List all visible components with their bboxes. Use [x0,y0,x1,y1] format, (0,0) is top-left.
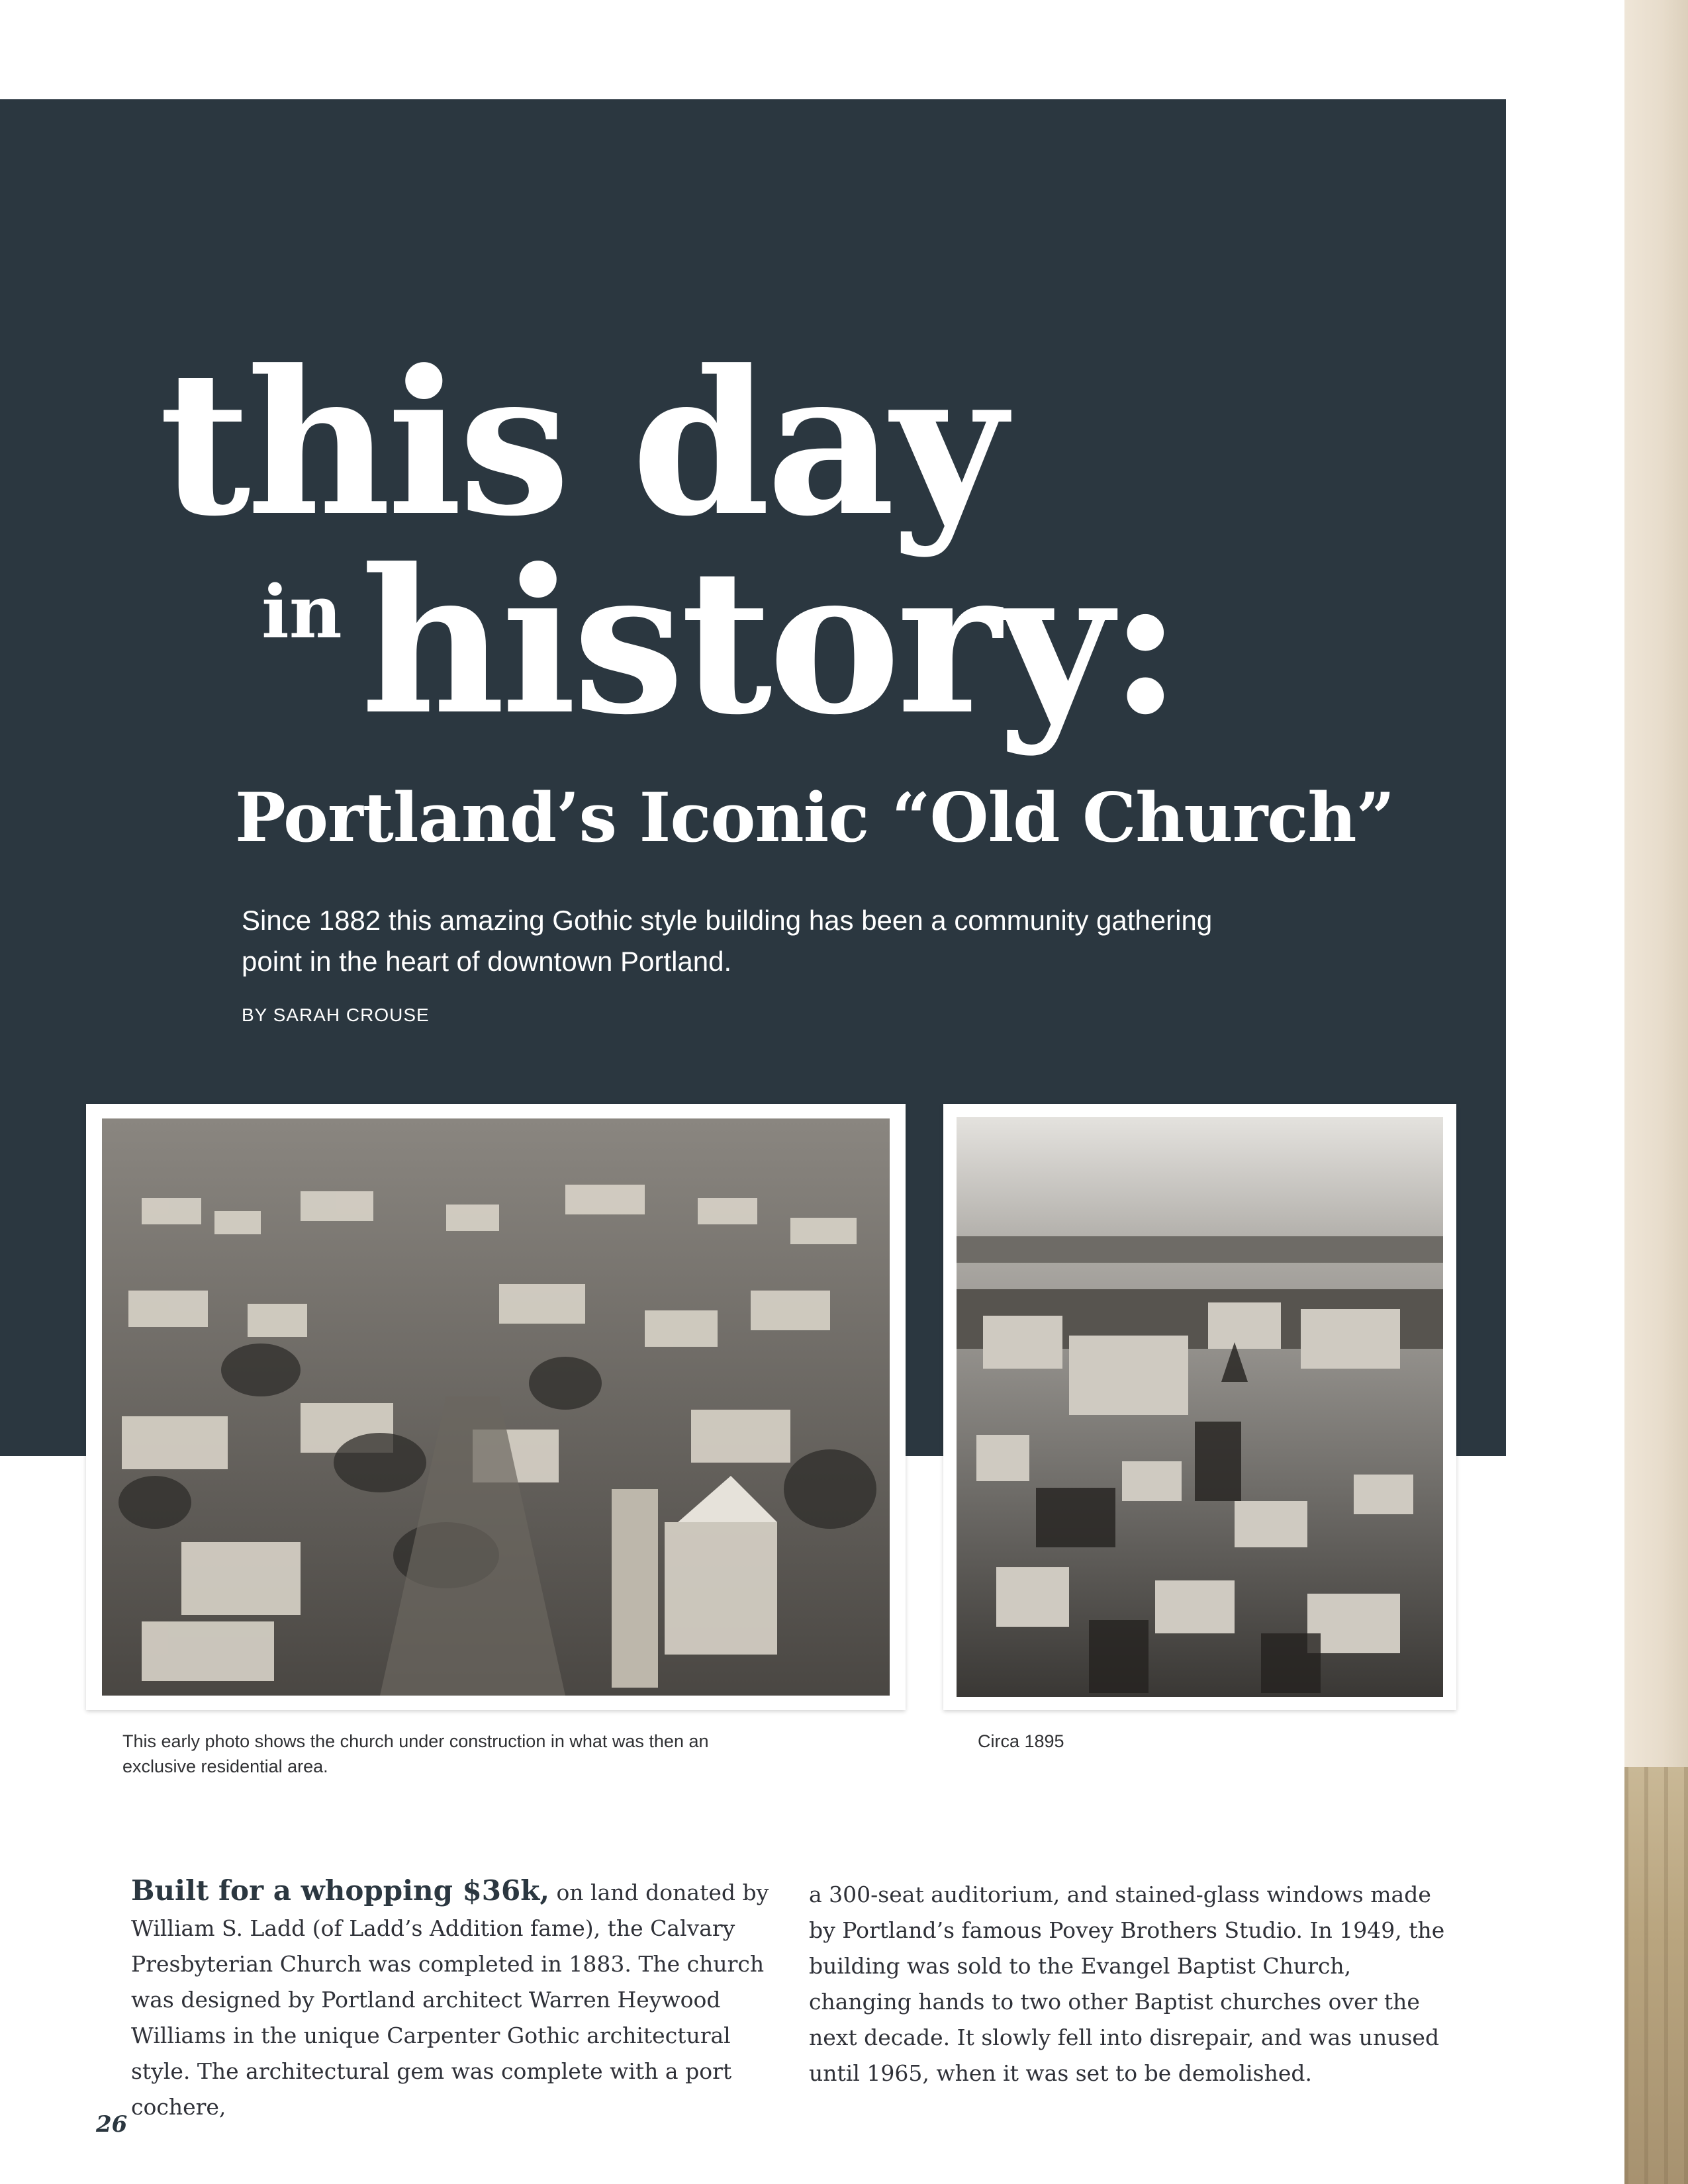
photo-construction-svg [102,1118,890,1696]
article-lead-in: Built for a whopping $36k, [131,1874,549,1907]
article-column-2: a 300-seat auditorium, and stained-glass windows made by Portland’s famous Povey Brothers Studio. In 1949, the building was sold to the Evangel Baptist Church, changing hands to two other Baptist churches over the next decade. It slowly fell into disrepair, and was unused until 1965, when it was set to be demolished. [809,1882,1445,2086]
photo-circa-1895-svg [957,1117,1443,1697]
title-in: in [261,569,342,655]
article-column-1-text: on land donated by William S. Ladd (of Ladd’s Addition fame), the Calvary Presbyterian Church was completed in 1883. The church was designed by Portland architect Warren Heywood Williams in the unique Carpenter Gothic architectural style. The architectural gem was complete with a port cochere, [131,1880,769,2120]
adjacent-page-edge [1624,0,1688,2184]
article-column-1 [131,1873,780,2125]
photo-caption-circa: Circa 1895 [978,1731,1064,1751]
page-number: 26 [96,2111,128,2138]
article-subtitle: Portland’s Iconic “Old Church” [235,778,1395,858]
photo-circa-1895-image [957,1117,1443,1697]
photo-construction [86,1104,906,1710]
adjacent-page-photo [1624,1767,1688,2184]
byline: BY SARAH CROUSE [242,1005,430,1025]
photo-construction-image [102,1118,890,1696]
article-dek: Since 1882 this amazing Gothic style building has been a community gathering point in the heart of downtown Portland. [242,905,1213,977]
title-line-1: this day [159,326,1003,560]
title-line-2: history: [361,525,1178,758]
photo-circa-1895 [943,1104,1456,1710]
photo-caption-construction: This early photo shows the church under construction in what was then an exclusive residential area. [122,1731,709,1776]
